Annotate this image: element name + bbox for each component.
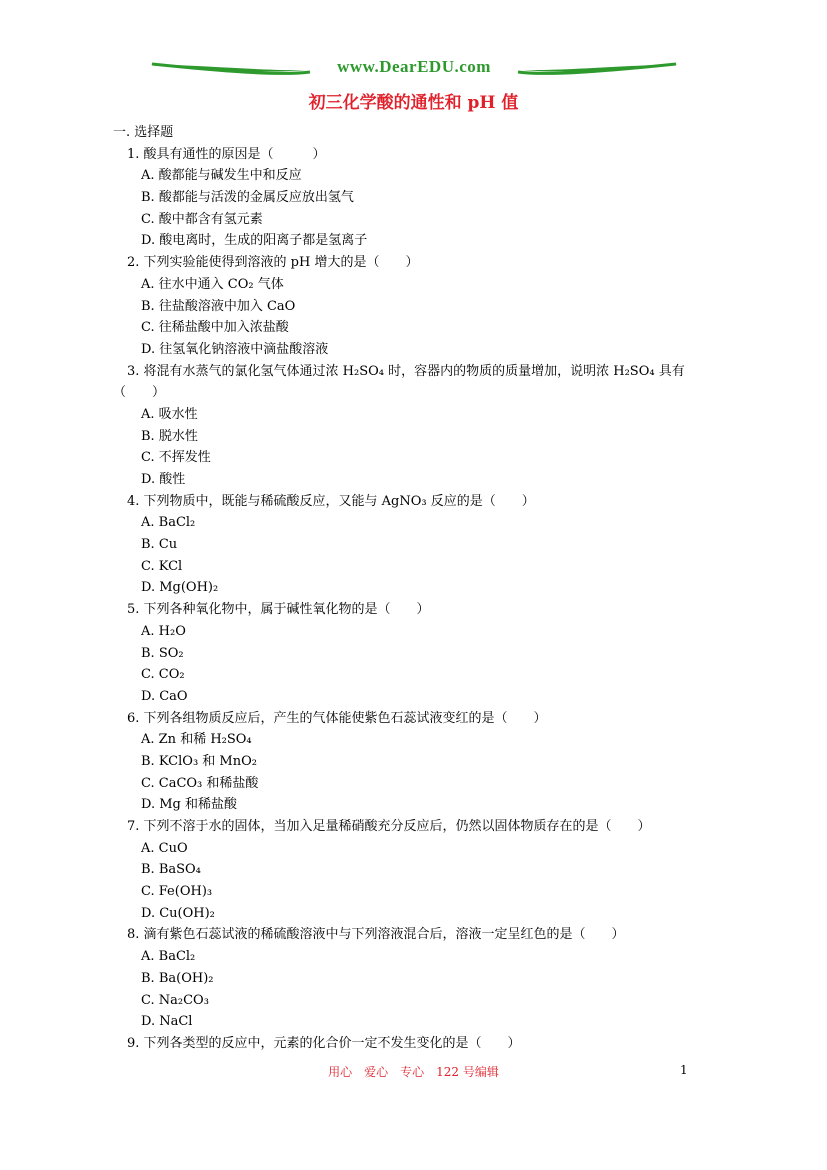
section-heading: 一. 选择题 [113, 125, 174, 140]
answer-option: C. 不挥发性 [141, 450, 211, 466]
answer-option: A. Zn 和稀 H₂SO₄ [141, 732, 252, 748]
answer-option: A. 酸都能与碱发生中和反应 [141, 168, 302, 184]
answer-option: A. CuO [141, 840, 188, 856]
question-stem: 1. 酸具有通性的原因是（ ） [127, 146, 326, 162]
answer-option: B. Ba(OH)₂ [141, 970, 214, 986]
question-stem: 2. 下列实验能使得到溶液的 pH 增大的是（ ） [127, 255, 419, 271]
answer-option: B. Cu [141, 537, 178, 553]
answer-option: B. SO₂ [141, 645, 184, 661]
question-list [113, 122, 723, 1055]
answer-option: D. NaCl [141, 1014, 193, 1030]
answer-option: D. 往氢氧化钠溶液中滴盐酸溶液 [141, 341, 329, 357]
answer-option: A. BaCl₂ [141, 949, 196, 965]
page-number: 1 [680, 1063, 688, 1077]
question-stem: 8. 滴有紫色石蕊试液的稀硫酸溶液中与下列溶液混合后，溶液一定呈红色的是（ ） [127, 927, 625, 943]
answer-option: D. Mg(OH)₂ [141, 580, 219, 596]
question-stem: 3. 将混有水蒸气的氯化氢气体通过浓 H₂SO₄ 时，容器内的物质的质量增加，说明浓 H₂SO₄ 具有（ ） [113, 363, 685, 401]
answer-option: A. H₂O [141, 623, 186, 639]
answer-option: D. Cu(OH)₂ [141, 905, 215, 921]
answer-option: D. 酸电离时，生成的阳离子都是氢离子 [141, 233, 368, 249]
answer-option: C. 酸中都含有氢元素 [141, 211, 263, 227]
question-stem: 6. 下列各组物质反应后，产生的气体能使紫色石蕊试液变红的是（ ） [127, 710, 547, 726]
site-url: www.DearEDU.com [337, 57, 491, 76]
answer-option: D. CaO [141, 688, 188, 704]
answer-option: D. 酸性 [141, 472, 186, 488]
answer-option: A. 往水中通入 CO₂ 气体 [141, 276, 284, 292]
answer-option: C. CO₂ [141, 667, 185, 683]
answer-option: C. 往稀盐酸中加入浓盐酸 [141, 320, 289, 336]
answer-option: C. Na₂CO₃ [141, 992, 209, 1008]
answer-option: C. CaCO₃ 和稀盐酸 [141, 775, 259, 791]
question-stem: 9. 下列各类型的反应中，元素的化合价一定不发生变化的是（ ） [127, 1035, 521, 1051]
question-stem: 4. 下列物质中，既能与稀硫酸反应，又能与 AgNO₃ 反应的是（ ） [127, 493, 535, 509]
question-stem: 7. 下列不溶于水的固体，当加入足量稀硝酸充分反应后，仍然以固体物质存在的是（ ） [127, 819, 651, 835]
answer-option: C. Fe(OH)₃ [141, 884, 213, 900]
site-header [150, 55, 678, 85]
answer-option: A. 吸水性 [141, 406, 198, 422]
question-stem: 5. 下列各种氧化物中，属于碱性氧化物的是（ ） [127, 602, 430, 618]
answer-option: B. 往盐酸溶液中加入 CaO [141, 298, 296, 314]
page-title: 初三化学酸的通性和 pH 值 [308, 93, 519, 113]
answer-option: B. 酸都能与活泼的金属反应放出氢气 [141, 190, 354, 206]
answer-option: B. 脱水性 [141, 428, 198, 444]
answer-option: B. KClO₃ 和 MnO₂ [141, 753, 257, 769]
answer-option: A. BaCl₂ [141, 515, 196, 531]
answer-option: B. BaSO₄ [141, 862, 201, 878]
answer-option: D. Mg 和稀盐酸 [141, 797, 237, 813]
answer-option: C. KCl [141, 558, 183, 574]
footer-text: 用心 爱心 专心 122 号编辑 [328, 1065, 499, 1079]
